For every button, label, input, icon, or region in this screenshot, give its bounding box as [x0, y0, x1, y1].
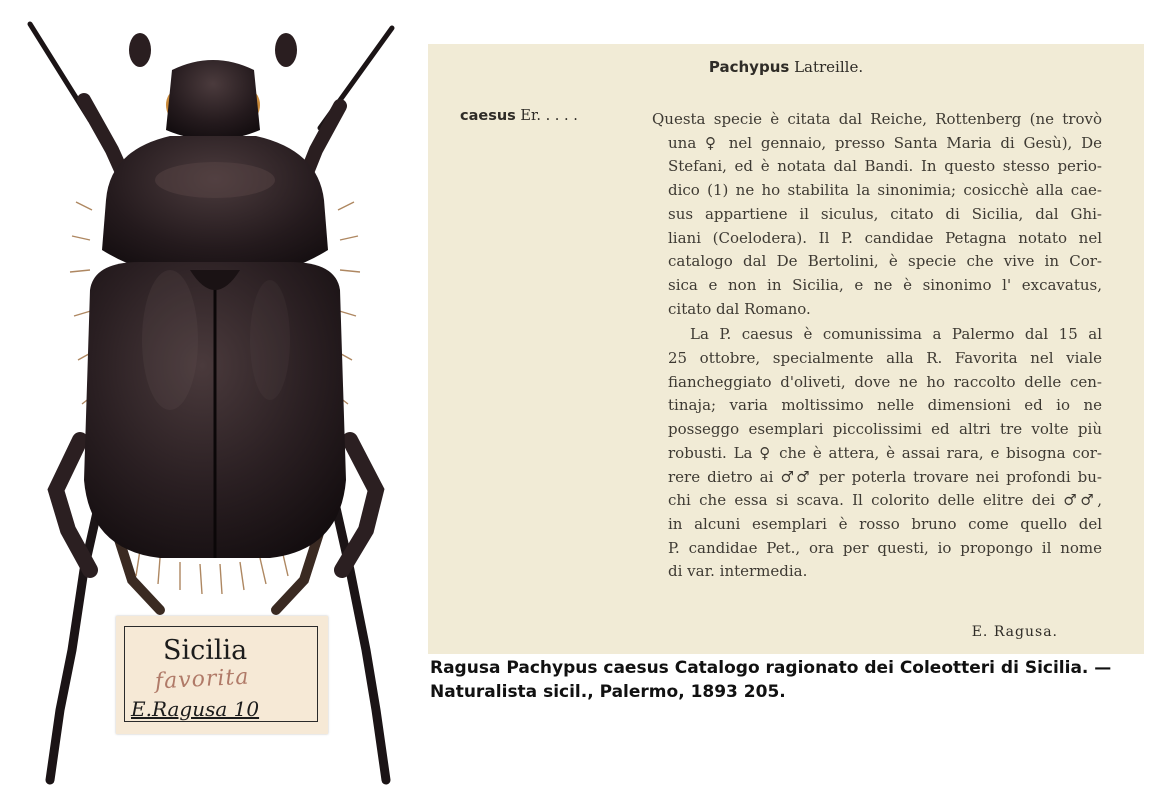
- description-line: di var. intermedia.: [668, 562, 808, 581]
- description-line: dico (1) ne ho stabilita la sinonimia; cosicchè alla cae-: [668, 181, 1102, 200]
- description-line: sica e non in Sicilia, e ne è sinonimo l' excavatus,: [668, 275, 1102, 294]
- description-line: catalogo dal De Bertolini, è specie che vive in Cor-: [668, 252, 1102, 271]
- description-line: P. candidae Pet., ora per questi, io propongo il nome: [668, 538, 1102, 557]
- catalogue-page-scan: [428, 44, 1144, 654]
- description-line: citato dal Romano.: [668, 299, 811, 318]
- species-name: caesus: [460, 108, 516, 124]
- description-line: robusti. La ♀ che è attera, è assai rara, e bisogna cor-: [668, 443, 1102, 462]
- specimen-label-frame: [124, 626, 318, 722]
- page-signature: E. Ragusa.: [971, 624, 1058, 640]
- description-line: posseggo esemplari piccolissimi ed altri tre volte più: [668, 420, 1102, 439]
- specimen-label: [116, 616, 328, 734]
- species-author: Er. . . . .: [520, 108, 578, 124]
- beetle-specimen-photo: [20, 10, 410, 788]
- description-line: tinaja; varia moltissimo nelle dimensioni ed io ne: [668, 396, 1102, 415]
- specimen-label-locality: Sicilia: [163, 635, 248, 666]
- description-line: rere dietro ai ♂♂ per poterla trovare nei profondi bu-: [668, 467, 1102, 486]
- description-line: una ♀ nel gennaio, presso Santa Maria di Gesù), De: [668, 133, 1102, 152]
- description-line: fiancheggiato d'oliveti, dove ne ho raccolto delle cen-: [668, 372, 1102, 391]
- description-line: La P. caesus è comunissima a Palermo dal 15 al: [690, 325, 1102, 344]
- heading-author: Latreille.: [794, 58, 864, 76]
- description-line: sus appartiene il siculus, citato di Sicilia, dal Ghi-: [668, 204, 1102, 223]
- description-line: in alcuni esemplari è rosso bruno come quello del: [668, 514, 1102, 533]
- heading-genus: Pachypus: [708, 58, 790, 76]
- species-entry: [460, 108, 578, 124]
- description-line: liani (Coelodera). Il P. candidae Petagna notato nel: [668, 228, 1102, 247]
- description-line: Questa specie è citata dal Reiche, Rottenberg (ne trovò: [652, 110, 1102, 128]
- specimen-label-collector: E.Ragusa 10: [131, 697, 260, 721]
- description-line: 25 ottobre, specialmente alla R. Favorita nel viale: [668, 349, 1102, 367]
- specimen-label-handwriting: favorita: [154, 664, 251, 695]
- citation-caption: Ragusa Pachypus caesus Catalogo ragionato dei Coleotteri di Sicilia. — Naturalista sicil., Palermo, 1893 205.: [430, 658, 1112, 702]
- page-heading: [428, 58, 1144, 76]
- description-line: Stefani, ed è notata dal Bandi. In questo stesso perio-: [668, 157, 1102, 176]
- description-line: chi che essa si scava. Il colorito delle elitre dei ♂♂,: [668, 491, 1102, 510]
